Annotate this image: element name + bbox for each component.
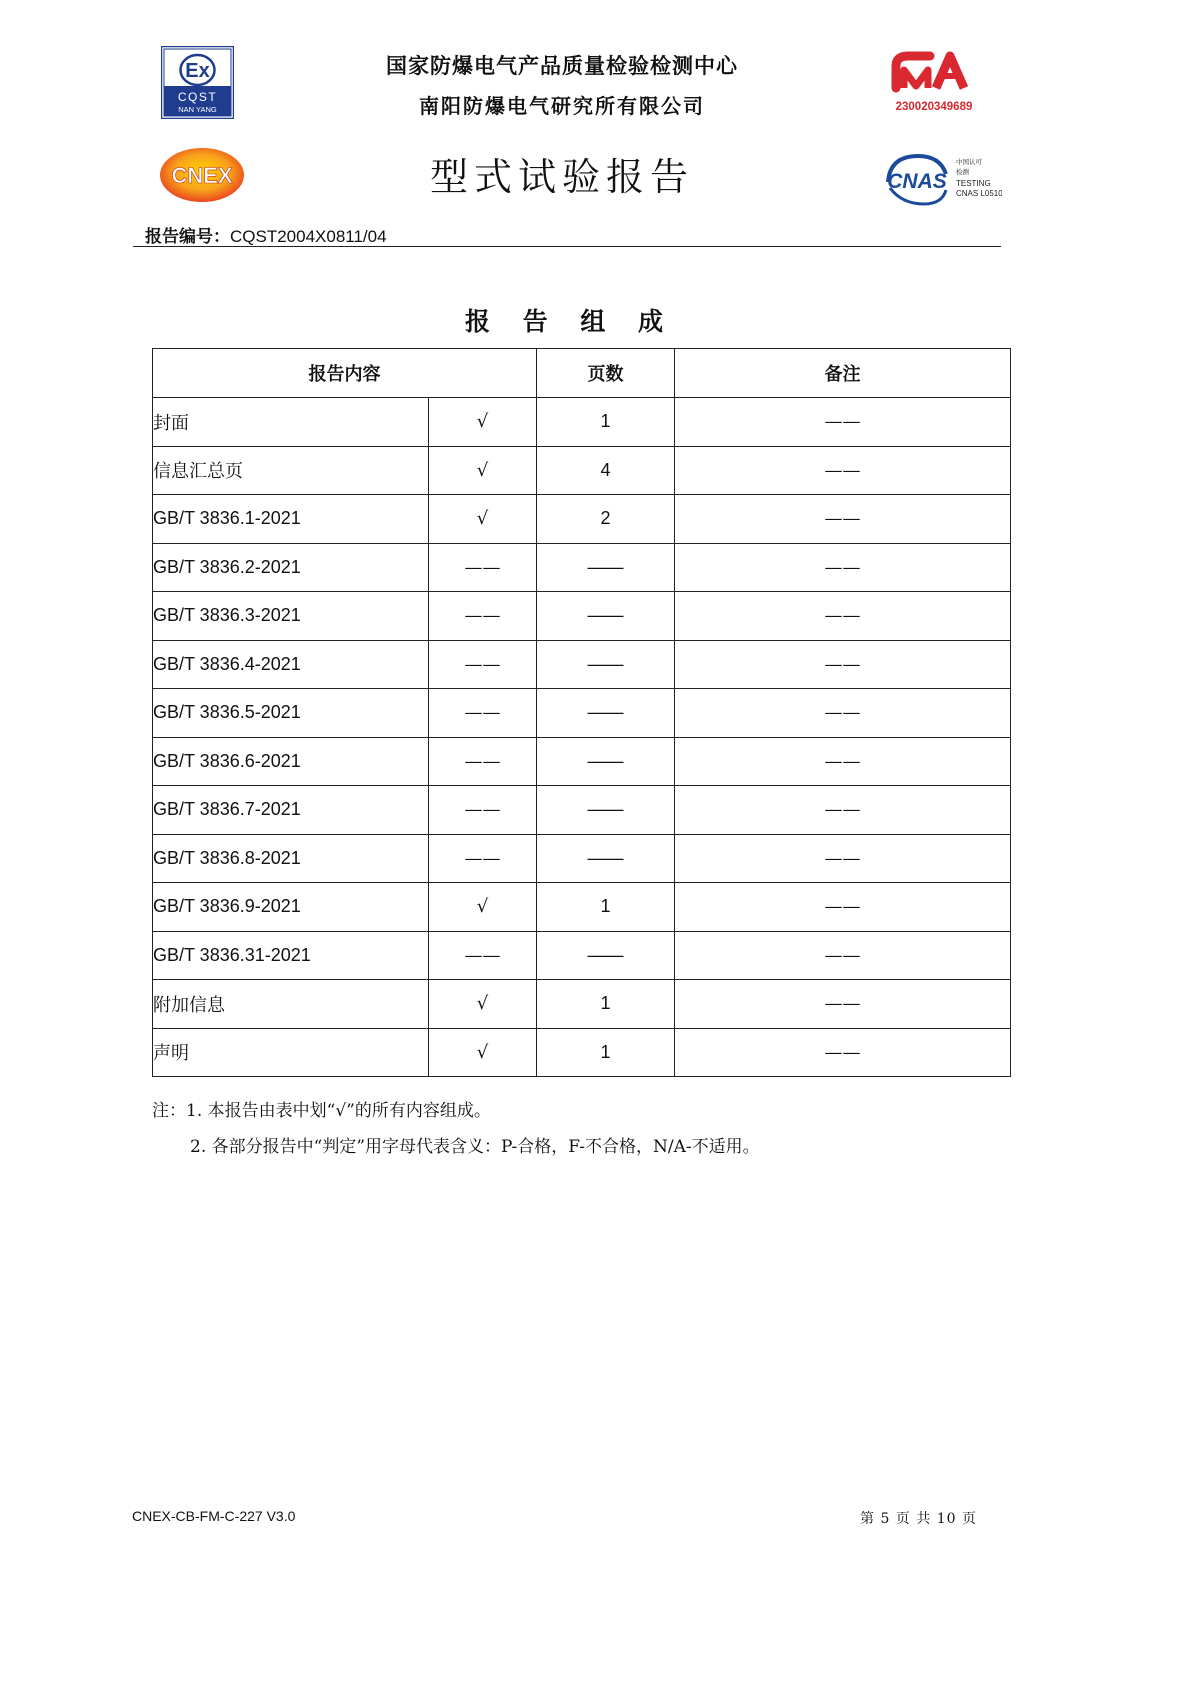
row-included-mark-cell: ——: [429, 640, 537, 689]
row-included-mark-cell: √: [429, 398, 537, 447]
organization-name-line2: 南阳防爆电气研究所有限公司: [419, 94, 705, 118]
row-remark-cell: ——: [675, 883, 1011, 932]
row-remark-cell: ——: [675, 980, 1011, 1029]
row-included-mark-cell: √: [429, 495, 537, 544]
report-number-value: CQST2004X0811/04: [230, 227, 387, 246]
table-row: [153, 398, 1011, 447]
row-remark-cell: ——: [675, 931, 1011, 980]
report-title: 型式试验报告: [429, 155, 694, 199]
note-2: 2. 各部分报告中“判定”用字母代表含义：P-合格，F-不合格，N/A-不适用。: [190, 1137, 760, 1157]
row-remark-cell: ——: [675, 446, 1011, 495]
row-name-cell: GB/T 3836.3-2021: [153, 592, 429, 641]
note-1: 注：1. 本报告由表中划“√”的所有内容组成。: [152, 1101, 491, 1121]
row-name-cell: 声明: [153, 1028, 429, 1077]
row-remark-cell: ——: [675, 737, 1011, 786]
row-pages-cell: 4: [537, 446, 675, 495]
svg-text:中国认可: 中国认可: [956, 158, 982, 166]
row-remark-cell: ——: [675, 640, 1011, 689]
nanyang-logo-text: NAN YANG: [178, 105, 217, 114]
header-remarks: 备注: [675, 349, 1011, 398]
row-pages-cell: 1: [537, 980, 675, 1029]
report-composition-table: [152, 348, 1011, 1077]
table-row: [153, 834, 1011, 883]
table-row: [153, 543, 1011, 592]
row-included-mark-cell: ——: [429, 543, 537, 592]
table-row: [153, 689, 1011, 738]
table-row: [153, 592, 1011, 641]
row-remark-cell: ——: [675, 495, 1011, 544]
row-remark-cell: ——: [675, 1028, 1011, 1077]
ex-logo-text: Ex: [185, 60, 210, 82]
header-divider: [133, 246, 1001, 247]
table-row: [153, 980, 1011, 1029]
row-remark-cell: ——: [675, 592, 1011, 641]
row-name-cell: 附加信息: [153, 980, 429, 1029]
organization-name-line1: 国家防爆电气产品质量检验检测中心: [386, 53, 738, 78]
section-title: 报 告 组 成: [464, 307, 676, 336]
row-pages-cell: ——: [537, 640, 675, 689]
cnex-logo-text: CNEX: [171, 163, 233, 188]
table-row: [153, 786, 1011, 835]
cqst-logo-text: CQST: [177, 90, 218, 104]
row-included-mark-cell: ——: [429, 737, 537, 786]
svg-text:TESTING: TESTING: [956, 179, 991, 188]
cnas-logo-text: CNAS: [887, 170, 947, 193]
row-remark-cell: ——: [675, 398, 1011, 447]
header-pages: 页数: [537, 349, 675, 398]
svg-text:CNAS L0510: CNAS L0510: [956, 189, 1002, 198]
table-row: [153, 640, 1011, 689]
table-header-row: [153, 349, 1011, 398]
row-name-cell: GB/T 3836.5-2021: [153, 689, 429, 738]
row-pages-cell: ——: [537, 592, 675, 641]
table-row: [153, 446, 1011, 495]
row-name-cell: GB/T 3836.7-2021: [153, 786, 429, 835]
table-row: [153, 883, 1011, 932]
row-remark-cell: ——: [675, 786, 1011, 835]
row-pages-cell: ——: [537, 543, 675, 592]
table-row: [153, 737, 1011, 786]
row-name-cell: GB/T 3836.1-2021: [153, 495, 429, 544]
row-pages-cell: ——: [537, 834, 675, 883]
row-included-mark-cell: ——: [429, 786, 537, 835]
report-number-label: 报告编号：: [145, 227, 230, 247]
row-included-mark-cell: √: [429, 883, 537, 932]
row-pages-cell: 2: [537, 495, 675, 544]
row-name-cell: 信息汇总页: [153, 446, 429, 495]
row-pages-cell: ——: [537, 737, 675, 786]
row-remark-cell: ——: [675, 834, 1011, 883]
row-pages-cell: 1: [537, 398, 675, 447]
row-pages-cell: ——: [537, 931, 675, 980]
row-pages-cell: ——: [537, 786, 675, 835]
row-included-mark-cell: √: [429, 980, 537, 1029]
row-name-cell: GB/T 3836.4-2021: [153, 640, 429, 689]
row-pages-cell: 1: [537, 883, 675, 932]
row-included-mark-cell: ——: [429, 592, 537, 641]
page-number: 第 5 页 共 10 页: [860, 1511, 977, 1527]
row-name-cell: GB/T 3836.8-2021: [153, 834, 429, 883]
table-row: [153, 1028, 1011, 1077]
row-remark-cell: ——: [675, 543, 1011, 592]
header-report-content: 报告内容: [153, 349, 537, 398]
row-included-mark-cell: ——: [429, 689, 537, 738]
cma-number-text: 230020349689: [895, 101, 973, 113]
row-included-mark-cell: ——: [429, 931, 537, 980]
row-name-cell: GB/T 3836.9-2021: [153, 883, 429, 932]
form-code: CNEX-CB-FM-C-227 V3.0: [132, 1508, 296, 1524]
row-name-cell: GB/T 3836.31-2021: [153, 931, 429, 980]
row-included-mark-cell: √: [429, 1028, 537, 1077]
table-row: [153, 495, 1011, 544]
row-remark-cell: ——: [675, 689, 1011, 738]
row-pages-cell: ——: [537, 689, 675, 738]
report-number: [145, 222, 387, 247]
row-pages-cell: 1: [537, 1028, 675, 1077]
row-included-mark-cell: ——: [429, 834, 537, 883]
row-name-cell: GB/T 3836.6-2021: [153, 737, 429, 786]
row-included-mark-cell: √: [429, 446, 537, 495]
table-row: [153, 931, 1011, 980]
row-name-cell: GB/T 3836.2-2021: [153, 543, 429, 592]
row-name-cell: 封面: [153, 398, 429, 447]
svg-text:检测: 检测: [956, 168, 969, 176]
